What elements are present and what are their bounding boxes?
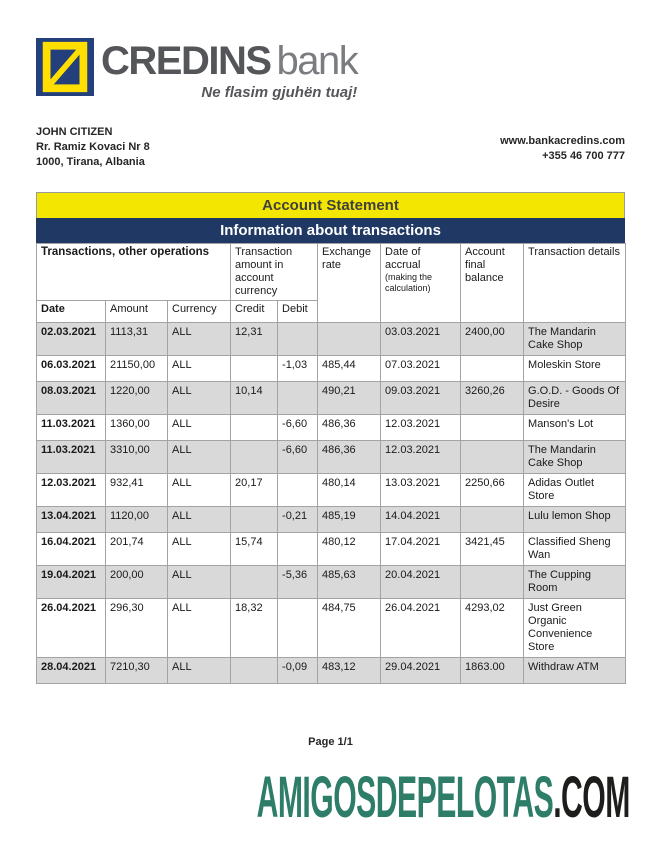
cell-amount: 1120,00 (106, 507, 168, 533)
cell-transaction-details: The Cupping Room (524, 566, 626, 599)
cell-transaction-details: Moleskin Store (524, 356, 626, 382)
bank-phone: +355 46 700 777 (542, 150, 625, 162)
cell-credit: 10,14 (231, 382, 278, 415)
recipient-name: JOHN CITIZEN (36, 126, 113, 138)
cell-final-balance: 2400,00 (461, 323, 524, 356)
cell-accrual-date: 14.04.2021 (381, 507, 461, 533)
cell-accrual-date: 03.03.2021 (381, 323, 461, 356)
header-final-balance: Account final balance (461, 244, 524, 323)
cell-transaction-details: Classified Sheng Wan (524, 533, 626, 566)
cell-date: 11.03.2021 (37, 441, 106, 474)
brand-header (36, 38, 625, 101)
header-amount-group: Transaction amount in account currency (231, 244, 318, 301)
cell-amount: 296,30 (106, 599, 168, 658)
cell-final-balance (461, 415, 524, 441)
transactions-section-banner (36, 218, 625, 243)
cell-debit (278, 599, 318, 658)
cell-currency: ALL (168, 658, 231, 684)
cell-currency: ALL (168, 599, 231, 658)
table-row (37, 566, 626, 599)
cell-final-balance: 3421,45 (461, 533, 524, 566)
cell-credit: 15,74 (231, 533, 278, 566)
header-exchange-rate: Exchange rate (318, 244, 381, 323)
cell-accrual-date: 13.03.2021 (381, 474, 461, 507)
cell-accrual-date: 29.04.2021 (381, 658, 461, 684)
cell-currency: ALL (168, 441, 231, 474)
cell-amount: 3310,00 (106, 441, 168, 474)
brand-text (101, 38, 357, 101)
cell-amount: 7210,30 (106, 658, 168, 684)
cell-final-balance: 2250,66 (461, 474, 524, 507)
cell-debit: -0,21 (278, 507, 318, 533)
table-row (37, 533, 626, 566)
cell-date: 08.03.2021 (37, 382, 106, 415)
cell-accrual-date: 07.03.2021 (381, 356, 461, 382)
table-row (37, 507, 626, 533)
cell-exchange-rate: 490,21 (318, 382, 381, 415)
cell-debit: -6,60 (278, 415, 318, 441)
brand-name: CREDINS (101, 39, 271, 83)
cell-credit (231, 507, 278, 533)
cell-debit (278, 382, 318, 415)
cell-amount: 1220,00 (106, 382, 168, 415)
cell-currency: ALL (168, 356, 231, 382)
cell-exchange-rate: 486,36 (318, 441, 381, 474)
cell-exchange-rate (318, 323, 381, 356)
table-row (37, 441, 626, 474)
cell-final-balance: 4293,02 (461, 599, 524, 658)
cell-debit (278, 474, 318, 507)
cell-final-balance (461, 566, 524, 599)
watermark-tld: .COM (553, 765, 630, 830)
cell-transaction-details: Just Green Organic Convenience Store (524, 599, 626, 658)
address-row (36, 125, 625, 170)
cell-debit: -5,36 (278, 566, 318, 599)
brand-suffix: bank (276, 39, 358, 83)
cell-credit (231, 566, 278, 599)
brand-tagline: Ne flasim gjuhën tuaj! (201, 84, 358, 101)
cell-date: 12.03.2021 (37, 474, 106, 507)
table-row (37, 356, 626, 382)
header-currency: Currency (168, 301, 231, 323)
header-accrual-label: Date of accrual (385, 246, 421, 271)
cell-date: 19.04.2021 (37, 566, 106, 599)
cell-credit: 18,32 (231, 599, 278, 658)
recipient-block (36, 125, 150, 170)
cell-transaction-details: The Mandarin Cake Shop (524, 323, 626, 356)
cell-exchange-rate: 484,75 (318, 599, 381, 658)
cell-credit: 20,17 (231, 474, 278, 507)
cell-amount: 21150,00 (106, 356, 168, 382)
transactions-table (36, 243, 626, 684)
cell-amount: 1113,31 (106, 323, 168, 356)
cell-debit (278, 533, 318, 566)
transactions-body (37, 323, 626, 684)
cell-date: 13.04.2021 (37, 507, 106, 533)
cell-date: 11.03.2021 (37, 415, 106, 441)
cell-exchange-rate: 485,63 (318, 566, 381, 599)
bank-contact-block (500, 134, 625, 170)
cell-currency: ALL (168, 533, 231, 566)
cell-final-balance: 1863.00 (461, 658, 524, 684)
cell-currency: ALL (168, 415, 231, 441)
cell-date: 02.03.2021 (37, 323, 106, 356)
cell-amount: 1360,00 (106, 415, 168, 441)
cell-credit (231, 658, 278, 684)
header-transaction-details: Transaction details (524, 244, 626, 323)
bank-website: www.bankacredins.com (500, 135, 625, 147)
statement-title: Account Statement (262, 197, 399, 214)
recipient-address-line1: Rr. Ramiz Kovaci Nr 8 (36, 141, 150, 153)
cell-transaction-details: G.O.D. - Goods Of Desire (524, 382, 626, 415)
cell-accrual-date: 12.03.2021 (381, 441, 461, 474)
watermark-main: AMIGOSDEPELOTAS (256, 765, 554, 830)
cell-exchange-rate: 485,19 (318, 507, 381, 533)
cell-amount: 201,74 (106, 533, 168, 566)
header-date: Date (37, 301, 106, 323)
table-row (37, 474, 626, 507)
cell-final-balance (461, 441, 524, 474)
cell-currency: ALL (168, 474, 231, 507)
cell-credit (231, 441, 278, 474)
cell-currency: ALL (168, 382, 231, 415)
cell-exchange-rate: 480,12 (318, 533, 381, 566)
cell-currency: ALL (168, 566, 231, 599)
cell-exchange-rate: 485,44 (318, 356, 381, 382)
cell-currency: ALL (168, 323, 231, 356)
transactions-section-title: Information about transactions (220, 222, 441, 239)
cell-transaction-details: Adidas Outlet Store (524, 474, 626, 507)
cell-debit: -6,60 (278, 441, 318, 474)
header-accrual-date (381, 244, 461, 323)
cell-accrual-date: 12.03.2021 (381, 415, 461, 441)
recipient-address-line2: 1000, Tirana, Albania (36, 156, 145, 168)
cell-credit (231, 415, 278, 441)
cell-exchange-rate: 486,36 (318, 415, 381, 441)
cell-final-balance: 3260,26 (461, 382, 524, 415)
cell-transaction-details: Lulu lemon Shop (524, 507, 626, 533)
header-accrual-note: (making the calculation) (385, 272, 433, 293)
cell-transaction-details: Withdraw ATM (524, 658, 626, 684)
cell-accrual-date: 09.03.2021 (381, 382, 461, 415)
cell-amount: 200,00 (106, 566, 168, 599)
header-amount: Amount (106, 301, 168, 323)
cell-credit (231, 356, 278, 382)
cell-debit: -0,09 (278, 658, 318, 684)
table-row (37, 658, 626, 684)
site-watermark (256, 765, 630, 830)
cell-amount: 932,41 (106, 474, 168, 507)
cell-accrual-date: 20.04.2021 (381, 566, 461, 599)
cell-date: 28.04.2021 (37, 658, 106, 684)
cell-debit (278, 323, 318, 356)
cell-final-balance (461, 356, 524, 382)
statement-title-banner (36, 192, 625, 218)
header-transactions-group: Transactions, other operations (37, 244, 231, 301)
cell-date: 16.04.2021 (37, 533, 106, 566)
table-row (37, 415, 626, 441)
credins-logo-icon (36, 38, 94, 96)
table-row (37, 599, 626, 658)
cell-credit: 12,31 (231, 323, 278, 356)
header-debit: Debit (278, 301, 318, 323)
cell-transaction-details: The Mandarin Cake Shop (524, 441, 626, 474)
cell-currency: ALL (168, 507, 231, 533)
cell-final-balance (461, 507, 524, 533)
cell-exchange-rate: 483,12 (318, 658, 381, 684)
cell-date: 06.03.2021 (37, 356, 106, 382)
table-row (37, 382, 626, 415)
cell-exchange-rate: 480,14 (318, 474, 381, 507)
cell-date: 26.04.2021 (37, 599, 106, 658)
header-credit: Credit (231, 301, 278, 323)
cell-accrual-date: 26.04.2021 (381, 599, 461, 658)
cell-accrual-date: 17.04.2021 (381, 533, 461, 566)
cell-debit: -1,03 (278, 356, 318, 382)
cell-transaction-details: Manson's Lot (524, 415, 626, 441)
page-number: Page 1/1 (308, 736, 353, 748)
table-row (37, 323, 626, 356)
